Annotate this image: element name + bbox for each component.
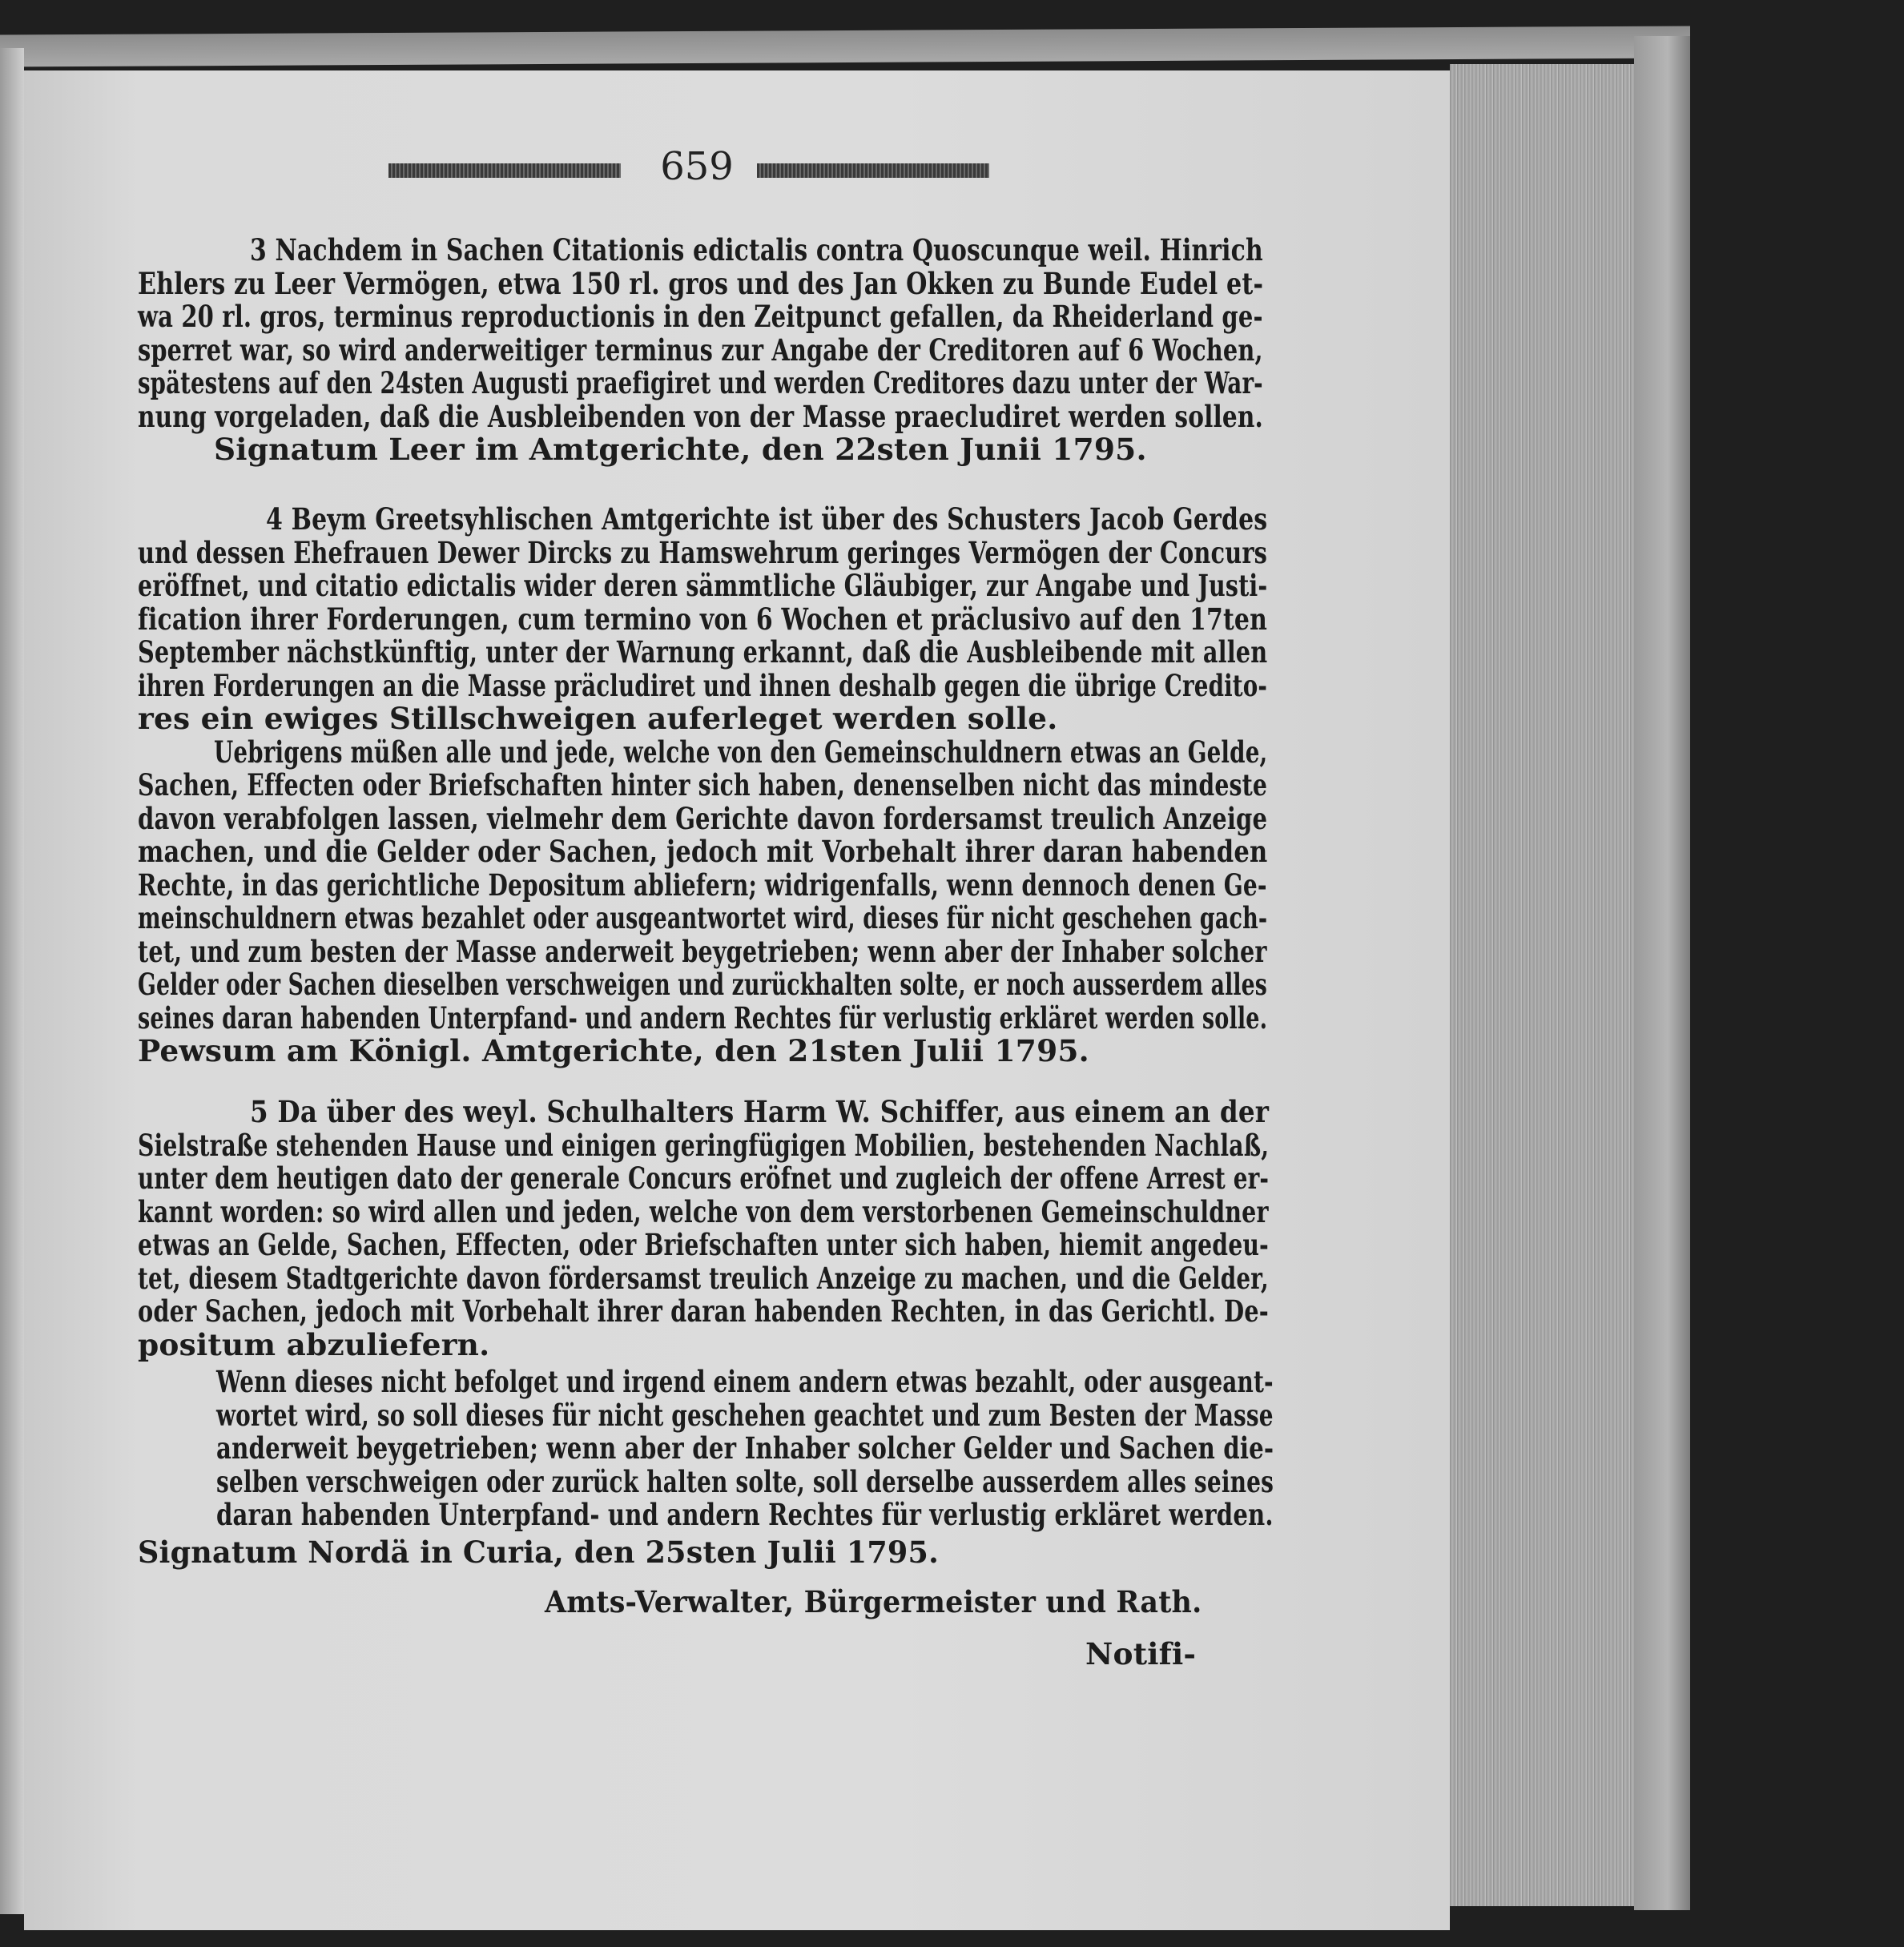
text-line: 5 Da über des weyl. Schulhalters Harm W. Schiffer, aus einem an der xyxy=(250,1094,1270,1129)
text-line: Wenn dieses nicht befolget und irgend einem andern etwas bezahlt, oder ausgeant- xyxy=(216,1364,1274,1399)
page-edges xyxy=(1450,64,1634,1906)
text-line: oder Sachen, jedoch mit Vorbehalt ihrer daran habenden Rechten, in das Gerichtl. De- xyxy=(138,1293,1269,1329)
text-line: wortet wird, so soll dieses für nicht geschehen geachtet und zum Besten der Masse xyxy=(216,1397,1274,1433)
text-line: Rechte, in das gerichtliche Depositum abliefern; widrigenfalls, wenn dennoch denen Ge- xyxy=(138,867,1267,903)
text-line: etwas an Gelde, Sachen, Effecten, oder Briefschaften unter sich haben, hiemit angedeu- xyxy=(138,1227,1269,1262)
text-line: 4 Beym Greetsyhlischen Amtgerichte ist über des Schusters Jacob Gerdes xyxy=(266,501,1268,537)
text-line: machen, und die Gelder oder Sachen, jedoch mit Vorbehalt ihrer daran habenden xyxy=(138,834,1268,869)
header-rule-left xyxy=(388,163,621,178)
facing-page-edge xyxy=(0,48,24,1914)
text-line: Sielstraße stehenden Hause und einigen geringfügigen Mobilien, bestehenden Nachlaß, xyxy=(138,1127,1270,1163)
text-line: seines daran habenden Unterpfand- und andern Rechtes für verlustig erkläret werden solle. xyxy=(138,1000,1268,1036)
text-line: unter dem heutigen dato der generale Concurs eröfnet und zugleich der offene Arrest er- xyxy=(138,1161,1270,1196)
text-line: spätestens auf den 24sten Augusti praefigiret und werden Creditores dazu unter der War- xyxy=(138,365,1263,400)
text-line: sperret war, so wird anderweitiger terminus zur Angabe der Creditoren auf 6 Wochen, xyxy=(138,332,1263,368)
notice-3 xyxy=(138,234,1263,467)
text-line: positum abzuliefern. xyxy=(138,1326,490,1362)
text-line: und dessen Ehefrauen Dewer Dircks zu Hamswehrum geringes Vermögen der Concurs xyxy=(138,534,1268,570)
text-line: nung vorgeladen, daß die Ausbleibenden von der Masse praecludiret werden sollen. xyxy=(138,398,1263,434)
book-cover-top xyxy=(0,26,1690,66)
text-line: September nächstkünftig, unter der Warnung erkannt, daß die Ausbleibende mit allen xyxy=(138,634,1268,670)
text-line: wa 20 rl. gros, terminus reproductionis in den Zeitpunct gefallen, da Rheiderland ge- xyxy=(138,299,1263,334)
text-line: davon verabfolgen lassen, vielmehr dem Gerichte davon fordersamst treulich Anzeige xyxy=(138,800,1268,836)
authority-line xyxy=(545,1586,1202,1619)
text-line: res ein ewiges Stillschweigen auferleget werden solle. xyxy=(138,701,1058,736)
text-line: eröffnet, und citatio edictalis wider deren sämmtliche Gläubiger, zur Angabe und Justi- xyxy=(138,568,1268,603)
book-cover-right xyxy=(1634,36,1690,1910)
catchword-text: Notifi- xyxy=(1085,1636,1197,1671)
text-line: tet, und zum besten der Masse anderweit beygetrieben; wenn aber der Inhaber solcher xyxy=(138,933,1267,969)
notice-5-warning xyxy=(216,1366,1274,1532)
signature-line: Signatum Leer im Amtgerichte, den 22sten Junii 1795. xyxy=(214,432,1147,467)
signature-line: Signatum Nordä in Curia, den 25sten Julii 1795. xyxy=(138,1535,939,1570)
text-line: anderweit beygetrieben; wenn aber der Inhaber solcher Gelder und Sachen die- xyxy=(216,1430,1274,1466)
text-line: kannt worden: so wird allen und jeden, welche von dem verstorbenen Gemeinschuldner xyxy=(138,1193,1269,1229)
text-line: daran habenden Unterpfand- und andern Rechtes für verlustig erkläret werden. xyxy=(216,1497,1274,1532)
catchword xyxy=(1085,1638,1246,1671)
text-line: tet, diesem Stadtgerichte davon fördersamst treulich Anzeige zu machen, und die Gelder, xyxy=(138,1260,1269,1296)
page-number: 659 xyxy=(660,144,734,189)
authority-text: Amts-Verwalter, Bürgermeister und Rath. xyxy=(545,1584,1202,1619)
text-line: Ehlers zu Leer Vermögen, etwa 150 rl. gros und des Jan Okken zu Bunde Eudel et- xyxy=(138,265,1264,301)
text-line: Sachen, Effecten oder Briefschaften hinter sich haben, denenselben nicht das mindeste xyxy=(138,767,1268,803)
text-line: fication ihrer Forderungen, cum termino von 6 Wochen et präclusivo auf den 17ten xyxy=(138,601,1267,637)
notice-5 xyxy=(138,1096,1269,1362)
notice-4 xyxy=(138,503,1267,1068)
text-line: meinschuldnern etwas bezahlet oder ausgeantwortet wird, dieses für nicht geschehen gach- xyxy=(138,900,1268,935)
notice-5-signature xyxy=(138,1536,939,1570)
header-rule-right xyxy=(757,163,989,178)
text-line: Gelder oder Sachen dieselben verschweigen und zurückhalten solte, er noch ausserdem alles xyxy=(138,967,1267,1002)
text-line: 3 Nachdem in Sachen Citationis edictalis contra Quoscunque weil. Hinrich xyxy=(250,232,1263,268)
text-line: ihren Forderungen an die Masse präcludiret und ihnen deshalb gegen die übrige Credito- xyxy=(138,667,1268,703)
text-line: selben verschweigen oder zurück halten solte, soll derselbe ausserdem alles seines xyxy=(216,1463,1274,1499)
text-line: Uebrigens müßen alle und jede, welche von den Gemeinschuldnern etwas an Gelde, xyxy=(214,734,1268,770)
signature-line: Pewsum am Königl. Amtgerichte, den 21sten Julii 1795. xyxy=(138,1033,1089,1068)
page-header xyxy=(388,144,989,200)
